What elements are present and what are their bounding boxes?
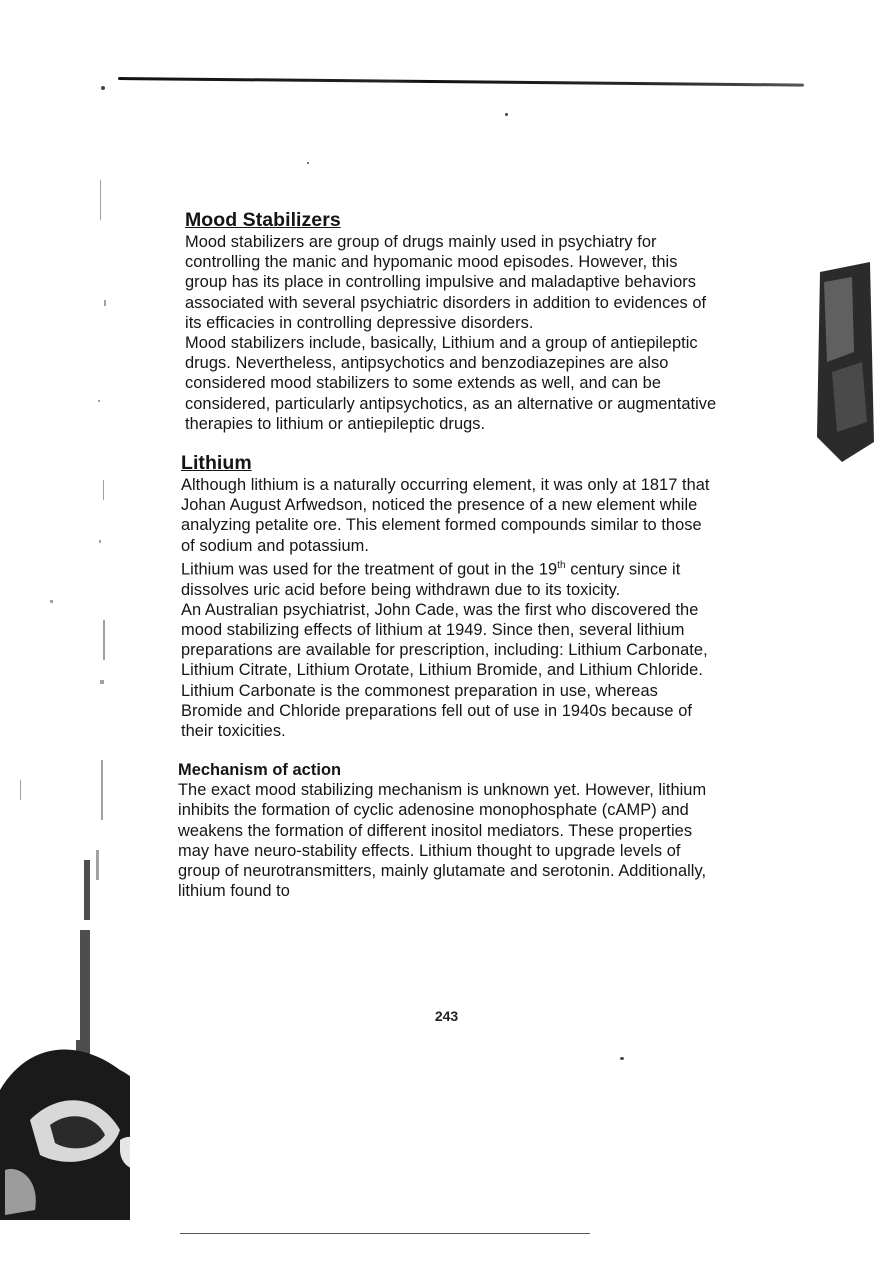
section-mood-stabilizers — [185, 208, 718, 434]
paragraph: Mood stabilizers include, basically, Lithium and a group of antiepileptic drugs. Nevertheless, antipsychotics and benzodiazepines are also considered mood stabilizers to some extends as well, and can be considered, particularly antipsychotics, as an alternative or augmentative therapies to lithium or antiepileptic drugs. — [185, 334, 717, 433]
top-rule — [118, 77, 804, 87]
paragraph: The exact mood stabilizing mechanism is unknown yet. However, lithium inhibits the formation of cyclic adenosine monophosphate (cAMP) and weakens the formation of different inositol mediators. These properties may have neuro-stability effects. Lithium thought to upgrade levels of group of neurotransmitters, mainly glutamate and serotonin. Additionally, lithium found to — [178, 781, 707, 901]
superscript: th — [557, 559, 566, 571]
scan-speck — [101, 86, 105, 90]
page-number: 243 — [434, 1008, 459, 1024]
paragraph: Lithium Carbonate is the commonest preparation in use, whereas Bromide and Chloride preparations fell out of use in 1940s because of their toxicities. — [181, 681, 692, 740]
scan-speck — [620, 1057, 624, 1060]
scan-speck — [505, 113, 508, 116]
paragraph: An Australian psychiatrist, John Cade, was the first who discovered the mood stabilizing effects of lithium at 1949. Since then, several lithium preparations are available for prescription, including: Lithium Carbonate, Lithium Citrate, Lithium Orotate, Lithium Bromide, and Lithium Chloride. — [181, 600, 708, 680]
paragraph — [181, 556, 718, 600]
scan-shadow-left — [0, 80, 130, 1220]
section-lithium — [181, 451, 718, 741]
paragraph-text: century since it dissolves uric acid before being withdrawn due to its toxicity. — [181, 560, 681, 599]
section-subheading: Mechanism of action — [178, 761, 342, 780]
paragraph-text: Lithium was used for the treatment of gout in the 19 — [181, 560, 558, 579]
section-heading: Mood Stabilizers — [185, 209, 341, 231]
page-content — [178, 208, 718, 901]
section-heading: Lithium — [181, 452, 252, 475]
paragraph: Mood stabilizers are group of drugs mainly used in psychiatry for controlling the manic and hypomanic mood episodes. However, this group has its place in controlling impulsive and maladaptive behaviors associated with several psychiatric disorders in addition to evidences of its efficacies in controlling depressive disorders. — [185, 233, 707, 332]
paragraph: Although lithium is a naturally occurring element, it was only at 1817 that Johan August Arfwedson, noticed the presence of a new element while analyzing petalite ore. This element formed compounds similar to those of sodium and potassium. — [181, 476, 710, 555]
bottom-rule — [180, 1233, 590, 1234]
section-mechanism — [178, 760, 718, 901]
scan-speck — [307, 162, 309, 164]
scan-shadow-right — [812, 262, 882, 482]
